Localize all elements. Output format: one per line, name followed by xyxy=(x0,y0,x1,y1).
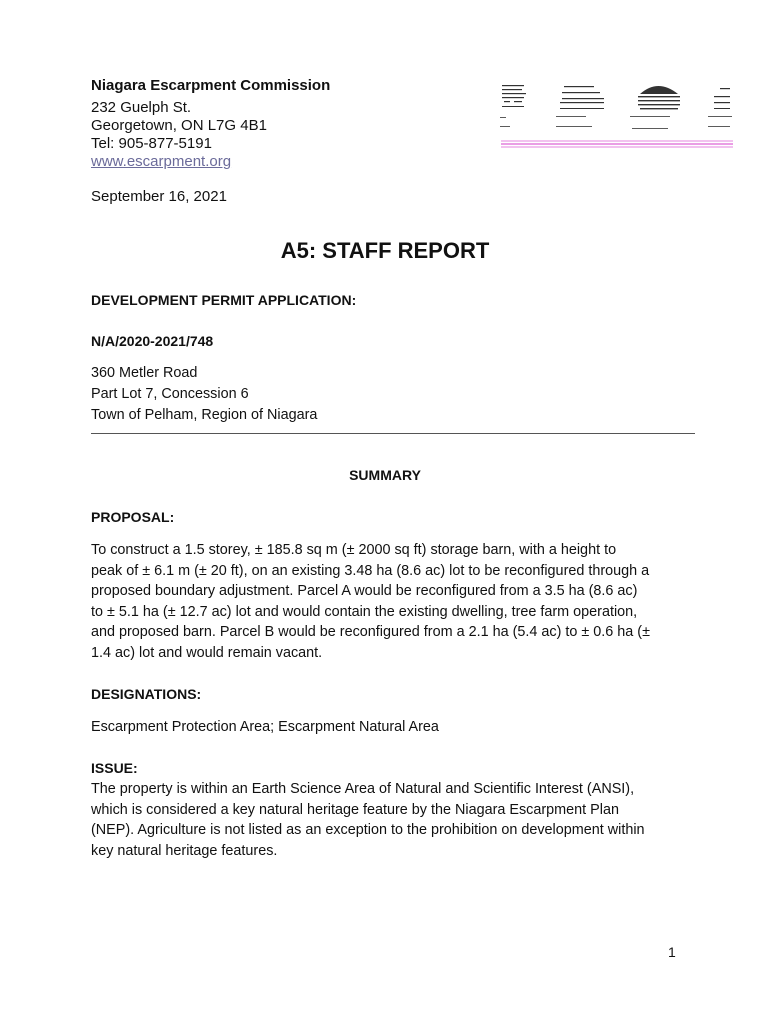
section-divider xyxy=(91,433,695,434)
property-municipality-line: Town of Pelham, Region of Niagara xyxy=(91,407,318,423)
designations-text: Escarpment Protection Area; Escarpment Natural Area xyxy=(91,719,439,735)
proposal-line: peak of ± 6.1 m (± 20 ft), on an existing 3.48 ha (8.6 ac) lot to be reconfigured through a xyxy=(91,562,650,579)
organization-name: Niagara Escarpment Commission xyxy=(91,77,331,94)
property-address-line: 360 Metler Road xyxy=(91,365,198,381)
issue-paragraph xyxy=(91,779,691,861)
report-date: September 16, 2021 xyxy=(91,188,227,205)
phone-number: Tel: 905-877-5191 xyxy=(91,135,212,152)
city-address: Georgetown, ON L7G 4B1 xyxy=(91,117,267,134)
issue-line: key natural heritage features. xyxy=(91,842,278,859)
street-address: 232 Guelph St. xyxy=(91,99,192,116)
proposal-line: To construct a 1.5 storey, ± 185.8 sq m (± 2000 sq ft) storage barn, with a height to xyxy=(91,542,617,558)
designations-heading: DESIGNATIONS: xyxy=(91,686,202,702)
application-heading: DEVELOPMENT PERMIT APPLICATION: xyxy=(91,292,357,308)
proposal-line: proposed boundary adjustment. Parcel A would be reconfigured from a 3.5 ha (8.6 ac) xyxy=(91,583,638,600)
proposal-line: and proposed barn. Parcel B would be reconfigured from a 2.1 ha (5.4 ac) to ± 0.6 ha (± xyxy=(91,624,650,641)
issue-line: The property is within an Earth Science Area of Natural and Scientific Interest (ANSI), xyxy=(91,781,635,797)
proposal-line: 1.4 ac) lot and would remain vacant. xyxy=(91,644,323,661)
proposal-line: to ± 5.1 ha (± 12.7 ac) lot and would contain the existing dwelling, tree farm operation, xyxy=(91,603,638,620)
issue-line: (NEP). Agriculture is not listed as an exception to the prohibition on development within xyxy=(91,822,645,839)
website-link[interactable]: www.escarpment.org xyxy=(91,153,232,170)
proposal-paragraph xyxy=(91,540,691,664)
issue-heading: ISSUE: xyxy=(91,760,138,776)
summary-heading: SUMMARY xyxy=(349,467,421,483)
property-lot-line: Part Lot 7, Concession 6 xyxy=(91,386,249,402)
issue-line: which is considered a key natural heritage feature by the Niagara Escarpment Plan xyxy=(91,801,619,818)
commission-logo-icon xyxy=(500,80,734,158)
proposal-heading: PROPOSAL: xyxy=(91,509,175,525)
page-number: 1 xyxy=(668,944,676,960)
page-title: A5: STAFF REPORT xyxy=(280,238,490,263)
file-number: N/A/2020-2021/748 xyxy=(91,333,214,349)
